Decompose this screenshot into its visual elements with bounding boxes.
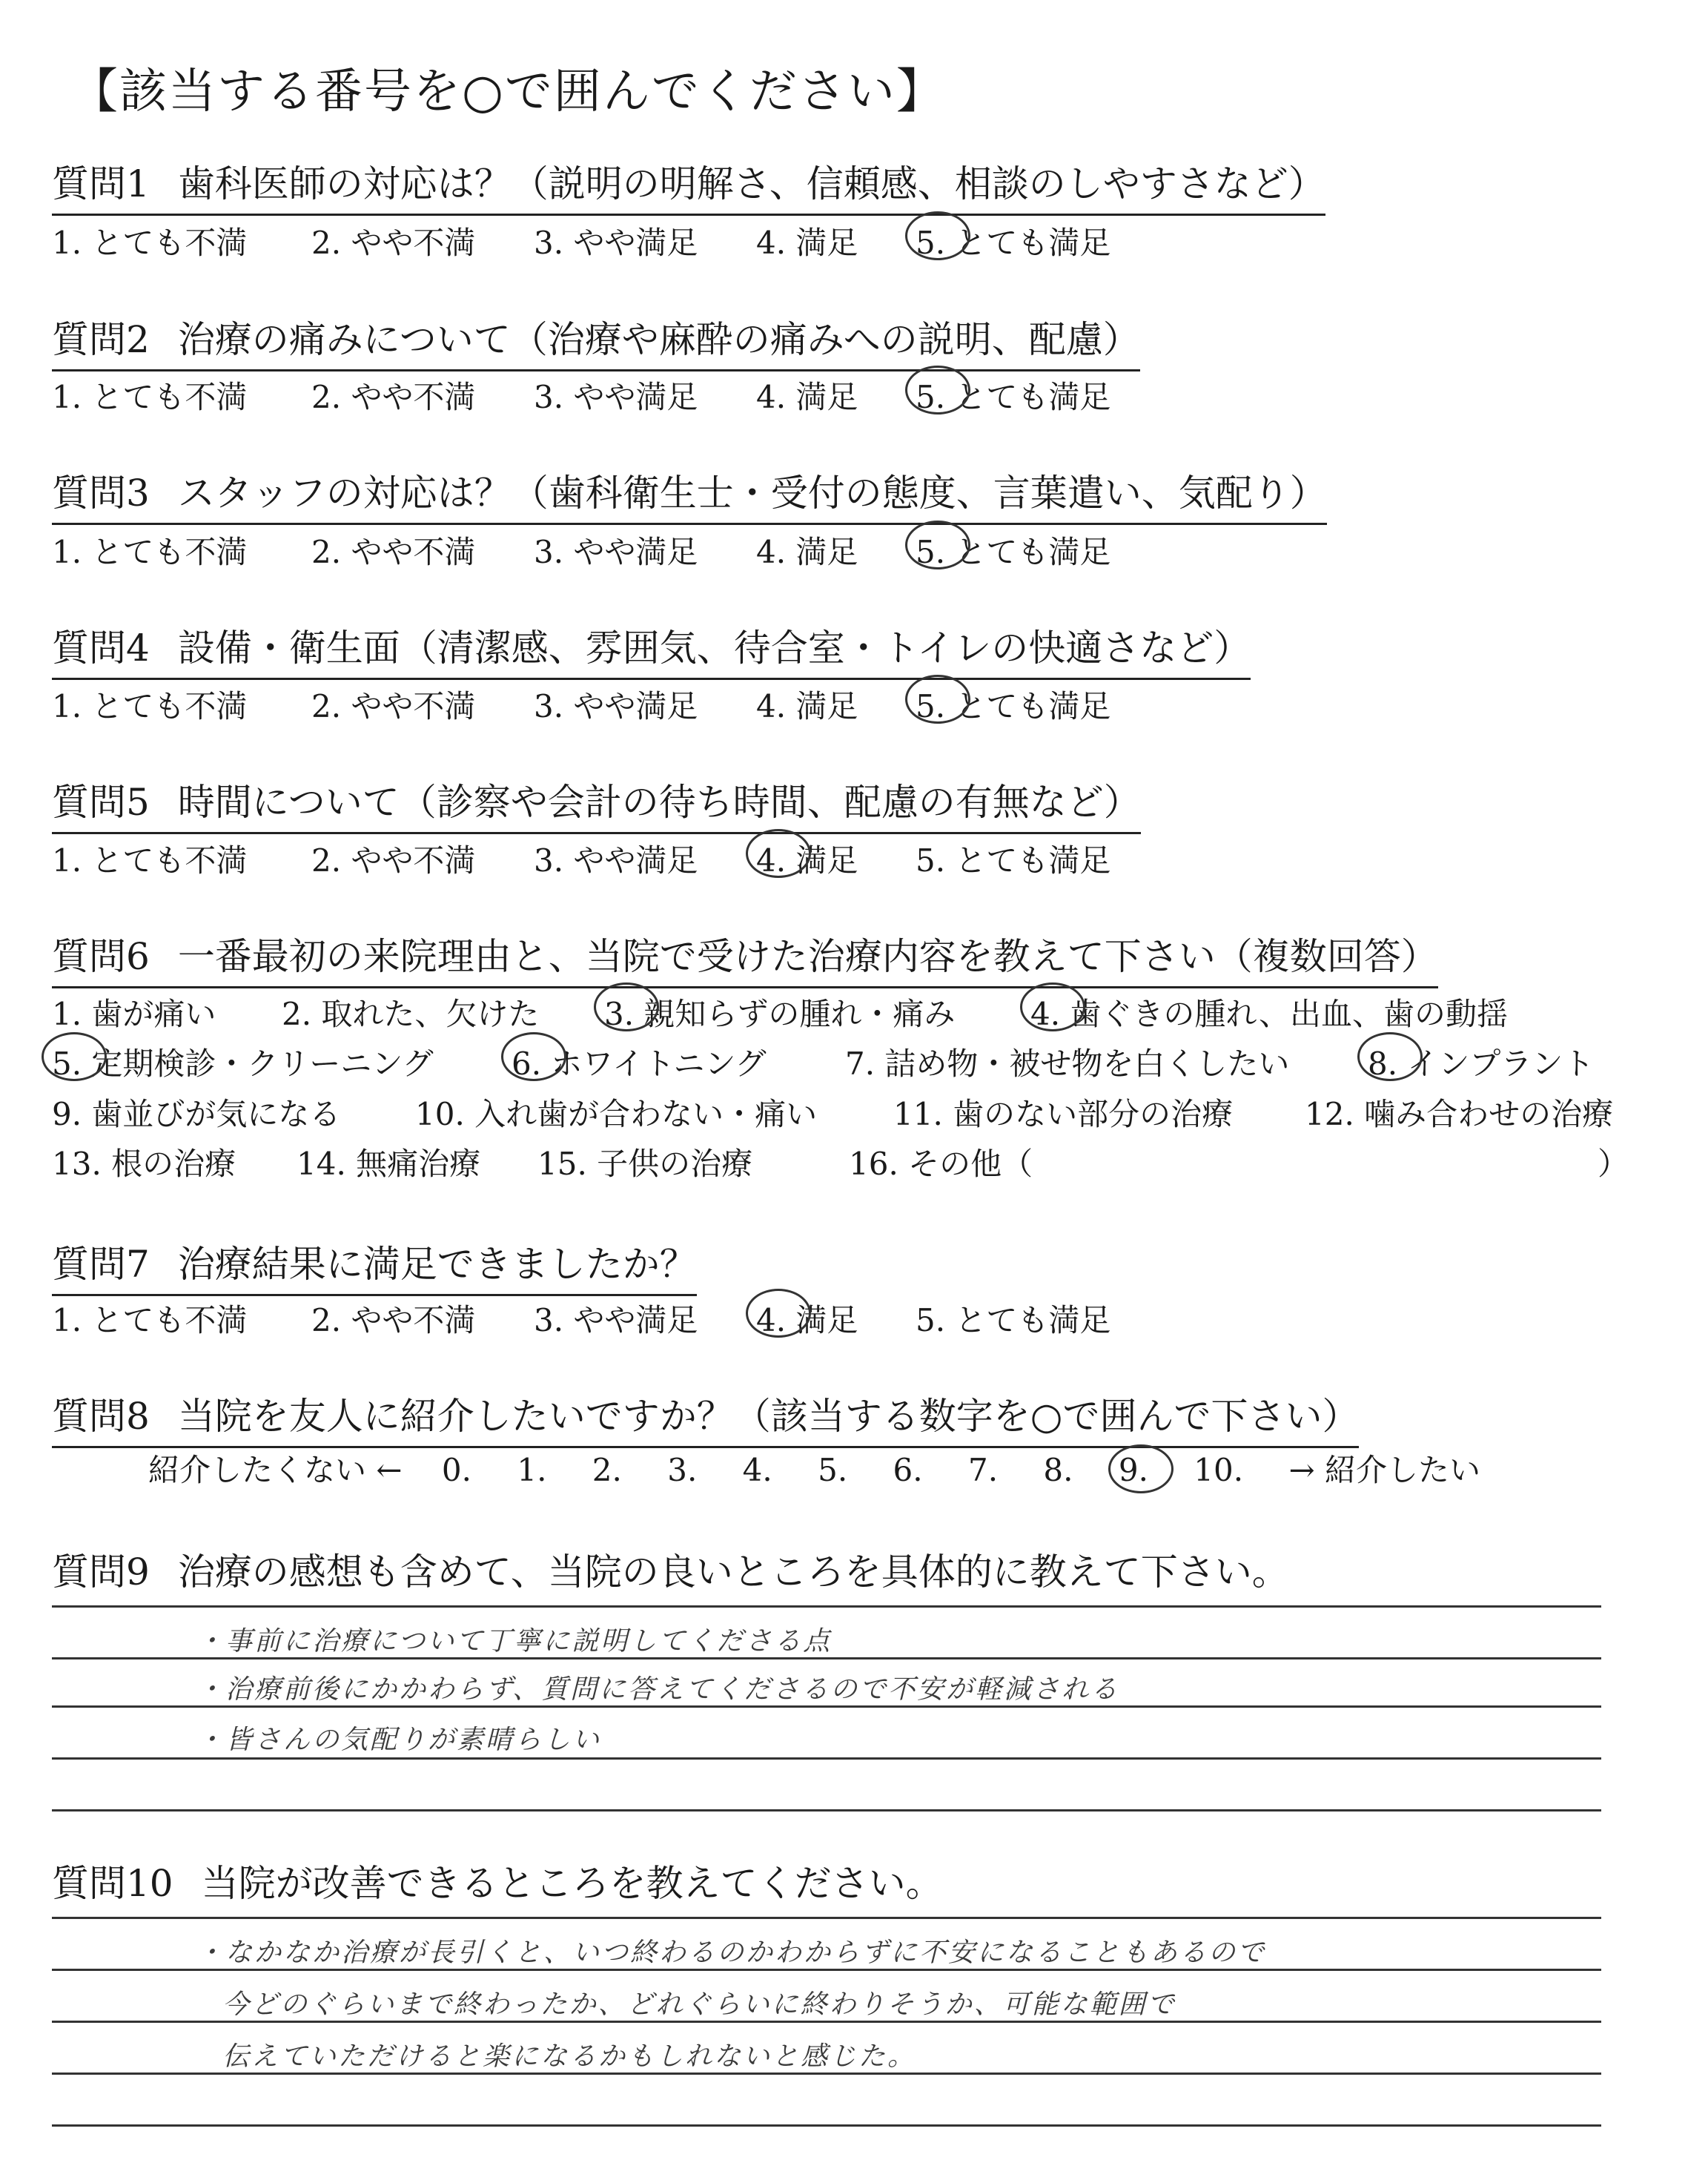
q6-option-4-selected[interactable]: 4. 歯ぐきの腫れ、出血、歯の動揺 (1030, 990, 1508, 1034)
q9-answer-line-5 (52, 1809, 1601, 1811)
q1-option-4[interactable]: 4. 満足 (756, 225, 858, 261)
q6-option-8-selected[interactable]: 8. インプラント (1368, 1040, 1594, 1084)
q3-option-3[interactable]: 3. やや満足 (534, 534, 698, 570)
question-2-heading (52, 310, 1140, 371)
q1-option-5-selected[interactable]: 5. とても満足 (916, 219, 1110, 263)
question-9-number: 質問9 (52, 1550, 150, 1593)
question-4-number: 質問4 (52, 627, 150, 670)
q2-option-1[interactable]: 1. とても不満 (52, 379, 248, 415)
q2-option-4[interactable]: 4. 満足 (756, 379, 858, 415)
q8-score-5[interactable]: 5. (818, 1452, 848, 1488)
q4-option-5-selected[interactable]: 5. とても満足 (916, 682, 1110, 727)
q5-option-4-selected[interactable]: 4. 満足 (756, 836, 858, 881)
question-8-number: 質問8 (52, 1395, 150, 1438)
question-7-heading (52, 1235, 697, 1296)
q8-score-3[interactable]: 3. (667, 1452, 698, 1488)
question-2-number: 質問2 (52, 318, 150, 361)
q10-answer-3: 伝えていただけると楽になるかもしれないと感じた。 (222, 2041, 917, 2072)
q8-score-10[interactable]: 10. (1194, 1452, 1244, 1488)
q7-option-2[interactable]: 2. やや不満 (311, 1302, 476, 1338)
q8-left-label: 紹介したくない ← (148, 1452, 403, 1488)
q6-option-2[interactable]: 2. 取れた、欠けた (282, 996, 540, 1032)
q8-score-8[interactable]: 8. (1043, 1452, 1073, 1488)
q6-option-16[interactable]: 16. その他（ (849, 1146, 1033, 1182)
q6-option-13[interactable]: 13. 根の治療 (52, 1146, 236, 1182)
question-5-text: 時間について（診察や会計の待ち時間、配慮の有無など） (177, 781, 1141, 824)
question-9-text: 治療の感想も含めて、当院の良いところを具体的に教えて下さい。 (177, 1550, 1289, 1593)
question-5-number: 質問5 (52, 781, 150, 824)
q6-option-3-selected[interactable]: 3. 親知らずの腫れ・痛み (604, 990, 955, 1034)
question-6-heading (52, 927, 1438, 988)
q6-option-6-selected[interactable]: 6. ホワイトニング (512, 1040, 767, 1084)
q6-option-11[interactable]: 11. 歯のない部分の治療 (893, 1096, 1234, 1132)
q9-answer-2: ・治療前後にかかわらず、質問に答えてくださるので不安が軽減される (196, 1674, 1120, 1705)
question-6-number: 質問6 (52, 935, 150, 978)
q6-option-15[interactable]: 15. 子供の治療 (537, 1146, 753, 1182)
q10-answer-1: ・なかなか治療が長引くと、いつ終わるのかわからずに不安になることもあるので (196, 1938, 1267, 1968)
q9-answer-line-4 (52, 1757, 1601, 1760)
q8-score-0[interactable]: 0. (441, 1452, 471, 1488)
q2-option-2[interactable]: 2. やや不満 (311, 379, 476, 415)
question-4-heading (52, 618, 1251, 680)
q9-answer-3: ・皆さんの気配りが素晴らしい (196, 1725, 602, 1755)
q5-option-3[interactable]: 3. やや満足 (534, 842, 698, 879)
page-title: 【該当する番号を○で囲んでください】 (70, 65, 945, 119)
q4-option-1[interactable]: 1. とても不満 (52, 688, 248, 724)
q5-option-1[interactable]: 1. とても不満 (52, 842, 248, 879)
q1-option-2[interactable]: 2. やや不満 (311, 225, 476, 261)
q7-option-5[interactable]: 5. とても満足 (916, 1302, 1111, 1338)
q6-option-1[interactable]: 1. 歯が痛い (52, 996, 216, 1032)
q9-answer-1: ・事前に治療について丁寧に説明してくださる点 (196, 1626, 833, 1657)
q7-option-1[interactable]: 1. とても不満 (52, 1302, 248, 1338)
question-2-text: 治療の痛みについて（治療や麻酔の痛みへの説明、配慮） (177, 318, 1140, 361)
q5-option-5[interactable]: 5. とても満足 (916, 842, 1111, 879)
q8-score-4[interactable]: 4. (742, 1452, 772, 1488)
question-8-heading (52, 1387, 1359, 1448)
q8-right-label: → 紹介したい (1288, 1452, 1480, 1488)
q4-option-4[interactable]: 4. 満足 (756, 688, 858, 724)
question-8-scale (148, 1446, 1480, 1490)
q6-option-7[interactable]: 7. 詰め物・被せ物を白くしたい (845, 1046, 1290, 1082)
q10-answer-line-1 (52, 1917, 1601, 1919)
question-4-text: 設備・衛生面（清潔感、雰囲気、待合室・トイレの快適さなど） (177, 627, 1251, 670)
question-7-text: 治療結果に満足できましたか？ (177, 1243, 697, 1286)
question-3-number: 質問3 (52, 472, 150, 515)
question-1-text: 歯科医師の対応は？（説明の明解さ、信頼感、相談のしやすさなど） (177, 162, 1325, 205)
q6-option-12[interactable]: 12. 噛み合わせの治療 (1305, 1096, 1614, 1132)
q1-option-3[interactable]: 3. やや満足 (534, 225, 698, 261)
q3-option-5-selected[interactable]: 5. とても満足 (916, 528, 1110, 572)
q2-option-5-selected[interactable]: 5. とても満足 (916, 373, 1110, 417)
q6-option-10[interactable]: 10. 入れ歯が合わない・痛い (415, 1096, 818, 1132)
question-1-heading (52, 154, 1325, 216)
question-9-heading (52, 1542, 1289, 1602)
q5-option-2[interactable]: 2. やや不満 (311, 842, 476, 879)
q10-answer-line-5 (52, 2124, 1601, 2127)
q2-option-3[interactable]: 3. やや満足 (534, 379, 698, 415)
question-10-heading (52, 1854, 943, 1913)
q4-option-2[interactable]: 2. やや不満 (311, 688, 476, 724)
q6-option-5-selected[interactable]: 5. 定期検診・クリーニング (52, 1040, 434, 1084)
q8-score-7[interactable]: 7. (967, 1452, 999, 1488)
question-6-text: 一番最初の来院理由と、当院で受けた治療内容を教えて下さい（複数回答） (177, 935, 1438, 978)
q10-answer-2: 今どのぐらいまで終わったか、どれぐらいに終わりそうか、可能な範囲で (222, 1989, 1176, 2020)
q3-option-1[interactable]: 1. とても不満 (52, 534, 248, 570)
q1-option-1[interactable]: 1. とても不満 (52, 225, 248, 261)
q3-option-4[interactable]: 4. 満足 (756, 534, 858, 570)
q7-option-4-selected[interactable]: 4. 満足 (756, 1296, 858, 1341)
question-10-number: 質問10 (52, 1862, 173, 1905)
question-1-number: 質問1 (52, 162, 150, 205)
question-3-text: スタッフの対応は？（歯科衛生士・受付の態度、言葉遣い、気配り） (177, 472, 1327, 515)
q8-score-1[interactable]: 1. (517, 1452, 547, 1488)
question-3-heading (52, 463, 1327, 525)
question-8-text: 当院を友人に紹介したいですか？（該当する数字を○で囲んで下さい） (177, 1395, 1360, 1438)
q6-option-9[interactable]: 9. 歯並びが気になる (52, 1096, 341, 1132)
question-10-text: 当院が改善できるところを教えてください。 (201, 1862, 943, 1905)
q8-score-9-selected[interactable]: 9. (1118, 1452, 1148, 1488)
q4-option-3[interactable]: 3. やや満足 (534, 688, 698, 724)
q6-option-14[interactable]: 14. 無痛治療 (297, 1146, 481, 1182)
question-7-number: 質問7 (52, 1243, 150, 1286)
q3-option-2[interactable]: 2. やや不満 (311, 534, 476, 570)
q9-answer-line-1 (52, 1605, 1601, 1608)
q8-score-2[interactable]: 2. (592, 1452, 622, 1488)
q8-score-6[interactable]: 6. (893, 1452, 923, 1488)
q7-option-3[interactable]: 3. やや満足 (534, 1302, 698, 1338)
question-5-heading (52, 773, 1141, 834)
q6-option-16-close-paren: ） (1598, 1146, 1629, 1182)
